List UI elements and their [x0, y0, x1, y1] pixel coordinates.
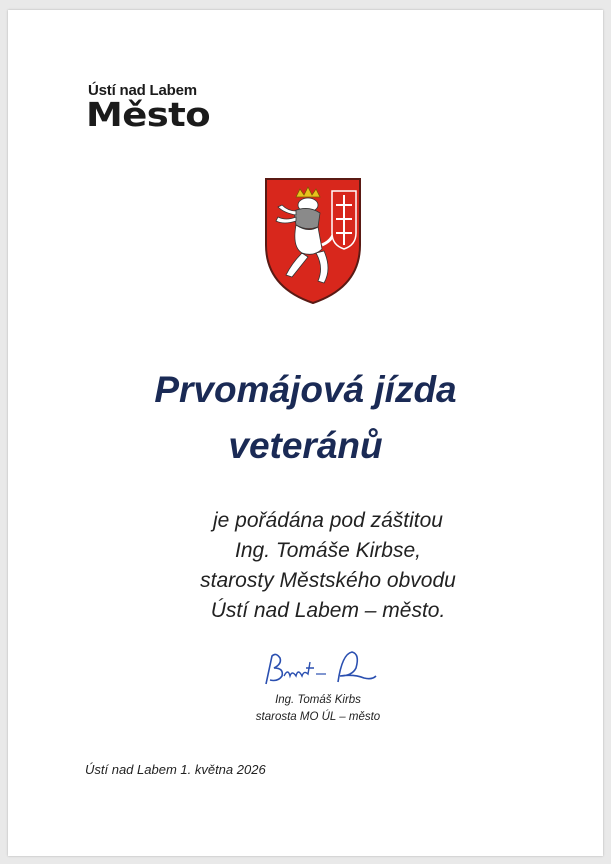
body-line-2: Ing. Tomáše Kirbse,: [235, 539, 421, 562]
signer-name: Ing. Tomáš Kirbs: [275, 694, 361, 706]
place-and-date: Ústí nad Labem 1. května 2026: [85, 762, 266, 777]
document-page: [8, 10, 603, 856]
document-title: [8, 362, 603, 474]
title-line-1: Prvomájová jízda: [154, 369, 457, 410]
body-line-1: je pořádána pod záštitou: [212, 509, 443, 532]
logo-city-name: Ústí nad Labem: [88, 82, 197, 99]
body-line-4: Ústí nad Labem – město.: [210, 599, 446, 622]
body-line-3: starosty Městského obvodu: [200, 569, 456, 592]
signer-block: [213, 692, 423, 726]
patronage-text: [168, 506, 488, 626]
signer-role: starosta MO ÚL – město: [255, 711, 381, 723]
handwritten-signature-icon: [260, 646, 380, 690]
title-line-2: veteránů: [228, 425, 383, 466]
city-coat-of-arms-icon: [262, 175, 364, 307]
logo-mesto: Město: [86, 95, 211, 134]
